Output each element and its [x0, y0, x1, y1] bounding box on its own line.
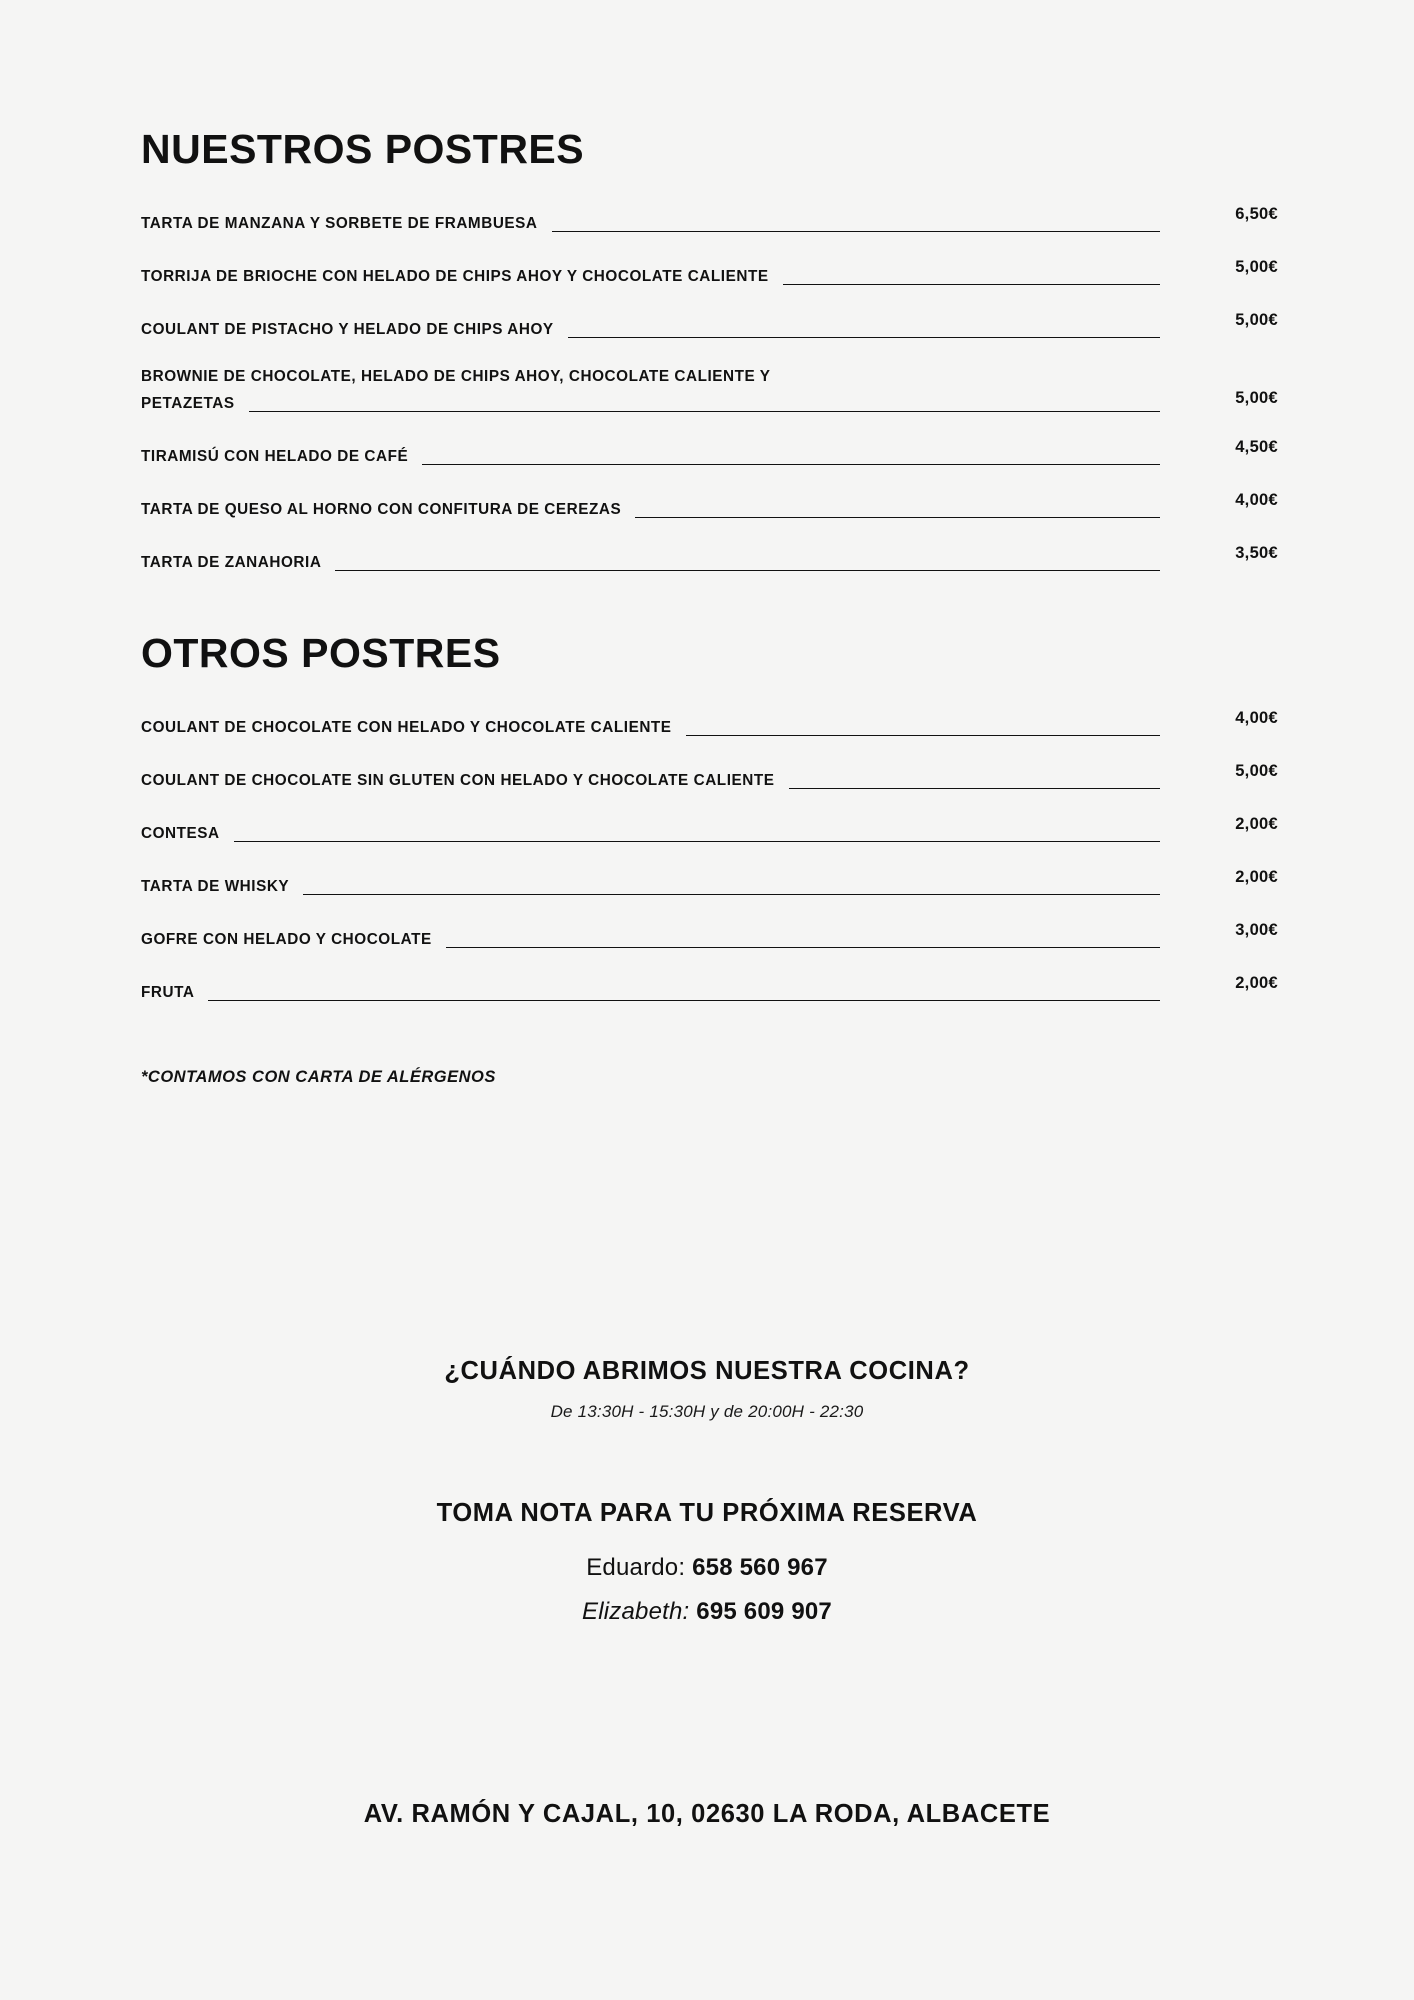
- item-block: [141, 497, 1160, 524]
- contact-name: Elizabeth:: [582, 1598, 690, 1626]
- kitchen-hours-block: [0, 1355, 1414, 1422]
- contact-line: [0, 1554, 1414, 1582]
- item-price: 2,00€: [1235, 973, 1278, 992]
- item-block: [141, 980, 1160, 1007]
- menu-sections: [141, 128, 1278, 1027]
- item-name-continuation-row: [141, 391, 1160, 418]
- item-block: [141, 874, 1160, 901]
- item-name-continuation: PETAZETAS: [141, 394, 235, 412]
- item-name: CONTESA: [141, 824, 220, 842]
- item-block: [141, 927, 1160, 954]
- item-name: TORRIJA DE BRIOCHE CON HELADO DE CHIPS AHOY Y CHOCOLATE CALIENTE: [141, 268, 769, 286]
- item-price: 5,00€: [1235, 388, 1278, 407]
- section-title: OTROS POSTRES: [141, 629, 501, 676]
- item-price: 4,00€: [1235, 490, 1278, 509]
- menu-row: [141, 974, 1278, 1007]
- kitchen-hours-schedule: De 13:30H - 15:30H y de 20:00H - 22:30: [550, 1402, 864, 1422]
- item-block: [141, 317, 1160, 344]
- allergen-note: *CONTAMOS CON CARTA DE ALÉRGENOS: [141, 1068, 496, 1086]
- item-name: TARTA DE QUESO AL HORNO CON CONFITURA DE CEREZAS: [141, 500, 622, 518]
- leader-line: [789, 788, 1161, 789]
- section-title: NUESTROS POSTRES: [141, 126, 585, 172]
- contact-phone-number[interactable]: 658 560 967: [692, 1554, 828, 1582]
- leader-line: [208, 1000, 1160, 1001]
- reservation-block: [0, 1497, 1414, 1626]
- menu-row: [141, 491, 1278, 524]
- item-name: COULANT DE CHOCOLATE SIN GLUTEN CON HELADO Y CHOCOLATE CALIENTE: [141, 771, 775, 789]
- item-name: GOFRE CON HELADO Y CHOCOLATE: [141, 930, 432, 948]
- item-price: 3,00€: [1235, 920, 1278, 939]
- item-block: [141, 364, 1160, 418]
- kitchen-hours-heading: ¿CUÁNDO ABRIMOS NUESTRA COCINA?: [444, 1357, 970, 1385]
- item-price: 2,00€: [1235, 867, 1278, 886]
- menu-row: [141, 709, 1278, 742]
- item-name: FRUTA: [141, 983, 195, 1001]
- leader-line: [335, 570, 1160, 571]
- item-name: BROWNIE DE CHOCOLATE, HELADO DE CHIPS AHOY, CHOCOLATE CALIENTE Y: [141, 368, 771, 386]
- item-block: [141, 264, 1160, 291]
- menu-row: [141, 868, 1278, 901]
- leader-line: [568, 337, 1160, 338]
- item-price: 3,50€: [1235, 543, 1278, 562]
- item-block: [141, 550, 1160, 577]
- item-price: 2,00€: [1235, 814, 1278, 833]
- leader-line: [303, 894, 1160, 895]
- menu-row: [141, 364, 1278, 418]
- menu-row: [141, 438, 1278, 471]
- item-price: 5,00€: [1235, 311, 1278, 330]
- menu-section-nuestros-postres: [141, 128, 1278, 577]
- leader-line: [446, 947, 1160, 948]
- item-price: 6,50€: [1235, 205, 1278, 224]
- menu-row: [141, 311, 1278, 344]
- reservation-heading: TOMA NOTA PARA TU PRÓXIMA RESERVA: [436, 1499, 978, 1527]
- menu-row: [141, 762, 1278, 795]
- restaurant-address: AV. RAMÓN Y CAJAL, 10, 02630 LA RODA, ALBACETE: [363, 1800, 1051, 1828]
- item-name: TIRAMISÚ CON HELADO DE CAFÉ: [141, 447, 409, 465]
- item-block: [141, 715, 1160, 742]
- contact-line: [0, 1598, 1414, 1626]
- item-price: 4,00€: [1235, 708, 1278, 727]
- leader-line: [635, 517, 1160, 518]
- item-price: 5,00€: [1235, 761, 1278, 780]
- item-block: [141, 768, 1160, 795]
- item-name: TARTA DE MANZANA Y SORBETE DE FRAMBUESA: [141, 215, 538, 233]
- contact-phone-number[interactable]: 695 609 907: [696, 1598, 832, 1626]
- leader-line: [249, 411, 1160, 412]
- leader-line: [234, 841, 1160, 842]
- leader-line: [552, 231, 1160, 232]
- menu-row: [141, 815, 1278, 848]
- menu-row: [141, 205, 1278, 238]
- leader-line: [422, 464, 1160, 465]
- address-block: [0, 1800, 1414, 1829]
- item-price: 4,50€: [1235, 437, 1278, 456]
- item-name: COULANT DE CHOCOLATE CON HELADO Y CHOCOLATE CALIENTE: [141, 718, 672, 736]
- item-name: TARTA DE WHISKY: [141, 877, 290, 895]
- menu-row: [141, 258, 1278, 291]
- item-block: [141, 211, 1160, 238]
- leader-line: [783, 284, 1160, 285]
- item-price: 5,00€: [1235, 258, 1278, 277]
- leader-line: [686, 735, 1160, 736]
- item-name: COULANT DE PISTACHO Y HELADO DE CHIPS AHOY: [141, 321, 554, 339]
- menu-section-otros-postres: [141, 629, 1278, 1007]
- contact-name: Eduardo:: [586, 1554, 686, 1582]
- item-block: [141, 444, 1160, 471]
- menu-row: [141, 544, 1278, 577]
- menu-row: [141, 921, 1278, 954]
- item-block: [141, 821, 1160, 848]
- item-name: TARTA DE ZANAHORIA: [141, 553, 322, 571]
